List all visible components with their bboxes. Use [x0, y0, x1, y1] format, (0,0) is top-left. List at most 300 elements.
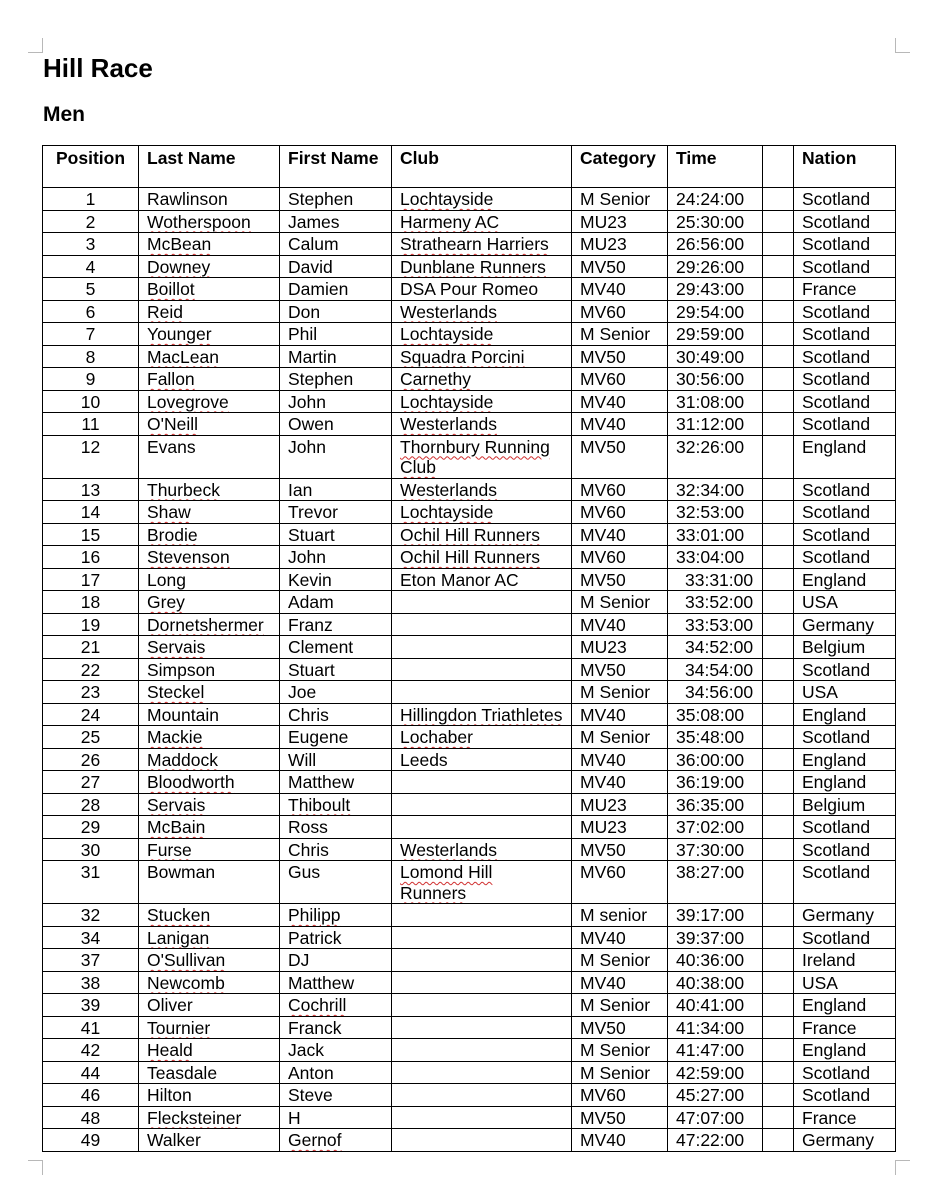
cell-nation-text: England	[802, 1040, 867, 1060]
cell-nation-text: England	[802, 772, 867, 792]
cell-first-name	[280, 546, 392, 569]
cell-category	[572, 771, 668, 794]
cell-first-name-text: Matthew	[288, 972, 355, 993]
cell-first-name-text: Eugene	[288, 727, 349, 747]
cell-last-name	[139, 949, 280, 972]
cell-time	[668, 255, 763, 278]
cell-nation	[794, 501, 896, 524]
cell-last-name-text: McBain	[147, 817, 206, 837]
cell-last-name-text: Bowman	[147, 862, 216, 882]
table-row	[43, 816, 896, 839]
cell-club-text: Lochtayside	[400, 189, 494, 209]
cell-club	[392, 971, 572, 994]
cell-last-name	[139, 345, 280, 368]
cell-first-name-text: Chris	[288, 839, 329, 860]
cell-nation-text: Scotland	[802, 211, 871, 232]
cell-last-name-text: Oliver	[147, 995, 193, 1015]
cell-nation	[794, 1084, 896, 1107]
cell-nation-text: Scotland	[802, 1085, 871, 1105]
cell-position	[43, 323, 139, 346]
cell-nation	[794, 994, 896, 1017]
cell-last-name	[139, 926, 280, 949]
cell-first-name	[280, 838, 392, 861]
table-row	[43, 233, 896, 256]
cell-blank	[763, 478, 794, 501]
cell-time-text: 47:22:00	[676, 1130, 745, 1150]
cell-first-name	[280, 568, 392, 591]
cell-category	[572, 546, 668, 569]
cell-nation-text: Scotland	[802, 301, 871, 322]
cell-club	[392, 771, 572, 794]
cell-first-name-text: Will	[288, 749, 317, 770]
cell-nation-text: England	[802, 436, 867, 457]
cell-last-name-text: Steckel	[147, 682, 205, 702]
cell-nation	[794, 703, 896, 726]
cell-time-text: 37:30:00	[676, 839, 745, 860]
cell-nation	[794, 658, 896, 681]
cell-time-text: 36:00:00	[676, 749, 745, 770]
cell-club-text: Westerlands	[400, 301, 497, 322]
cell-category	[572, 568, 668, 591]
cell-time-text: 36:19:00	[676, 772, 745, 792]
cell-time	[668, 390, 763, 413]
cell-time-text: 39:37:00	[676, 927, 745, 948]
cell-time	[668, 591, 763, 614]
cell-club-text: Lomond Hill Runners	[400, 862, 493, 903]
cell-club	[392, 568, 572, 591]
cell-last-name-text: Newcomb	[147, 972, 225, 993]
cell-nation	[794, 771, 896, 794]
table-row	[43, 726, 896, 749]
cell-last-name-text: Dornetshermer	[147, 614, 264, 635]
cell-position-text: 6	[85, 301, 96, 322]
cell-time-text: 41:34:00	[676, 1017, 745, 1038]
cell-time	[668, 210, 763, 233]
cell-position	[43, 233, 139, 256]
cell-time-text: 33:04:00	[676, 547, 745, 567]
cell-category	[572, 501, 668, 524]
cell-last-name-text: O'Sullivan	[147, 950, 226, 970]
cell-last-name	[139, 1129, 280, 1152]
cell-first-name-text: Phil	[288, 324, 318, 344]
cell-last-name	[139, 613, 280, 636]
cell-position	[43, 546, 139, 569]
cell-nation	[794, 636, 896, 659]
table-row	[43, 861, 896, 904]
cell-category	[572, 816, 668, 839]
cell-nation-text: Scotland	[802, 547, 871, 567]
cell-category-text: MV50	[580, 569, 626, 590]
cell-position	[43, 210, 139, 233]
cell-first-name	[280, 323, 392, 346]
cell-time	[668, 478, 763, 501]
cell-position-text: 46	[80, 1085, 101, 1105]
cell-category-text: MV60	[580, 369, 626, 389]
cell-last-name-text: Stucken	[147, 905, 211, 925]
cell-nation-text: Scotland	[802, 189, 871, 209]
cell-blank	[763, 861, 794, 904]
cell-first-name	[280, 926, 392, 949]
cell-position-text: 32	[80, 905, 101, 925]
cell-time	[668, 838, 763, 861]
cell-category	[572, 390, 668, 413]
cell-blank	[763, 748, 794, 771]
cell-nation	[794, 1106, 896, 1129]
cell-nation-text: England	[802, 569, 867, 590]
crop-mark-bottom-right	[895, 1160, 910, 1175]
cell-category	[572, 255, 668, 278]
cell-nation-text: USA	[802, 592, 838, 612]
cell-club	[392, 345, 572, 368]
cell-nation	[794, 971, 896, 994]
cell-club-text: Ochil Hill Runners	[400, 524, 541, 545]
cell-category	[572, 591, 668, 614]
cell-nation	[794, 435, 896, 478]
cell-category-text: M Senior	[580, 950, 651, 970]
cell-position	[43, 636, 139, 659]
cell-category-text: M Senior	[580, 727, 651, 747]
cell-first-name-text: Stephen	[288, 189, 354, 209]
cell-nation	[794, 904, 896, 927]
cell-position-text: 21	[80, 637, 101, 657]
cell-club	[392, 188, 572, 211]
cell-category-text: MV40	[580, 279, 626, 299]
cell-first-name-text: Stuart	[288, 659, 335, 680]
cell-first-name	[280, 233, 392, 256]
table-row	[43, 501, 896, 524]
cell-last-name-text: Younger	[147, 324, 212, 344]
cell-nation-text: Scotland	[802, 479, 871, 500]
cell-last-name-text: Shaw	[147, 502, 191, 522]
cell-nation	[794, 390, 896, 413]
cell-time-text: 42:59:00	[676, 1062, 745, 1083]
cell-position-text: 18	[80, 592, 101, 612]
cell-time	[668, 188, 763, 211]
cell-time	[668, 501, 763, 524]
cell-nation	[794, 949, 896, 972]
cell-last-name-text: Bloodworth	[147, 772, 235, 792]
table-row	[43, 1129, 896, 1152]
cell-time	[668, 904, 763, 927]
cell-nation-text: Scotland	[802, 727, 871, 747]
cell-category-text: MV60	[580, 862, 626, 882]
cell-last-name-text: Grey	[147, 592, 185, 612]
cell-time-text: 24:24:00	[676, 189, 745, 209]
cell-club-text: Leeds	[400, 749, 448, 770]
cell-club-text: Eton Manor AC	[400, 569, 519, 590]
cell-last-name	[139, 323, 280, 346]
cell-first-name	[280, 726, 392, 749]
cell-position-text: 8	[85, 346, 96, 367]
header-last-name: Last Name	[139, 146, 280, 188]
cell-club	[392, 413, 572, 436]
cell-first-name-text: Ian	[288, 479, 313, 500]
cell-club-text: Squadra Porcini	[400, 346, 525, 367]
cell-first-name-text: Calum	[288, 234, 339, 254]
cell-blank	[763, 278, 794, 301]
cell-blank	[763, 658, 794, 681]
cell-first-name	[280, 793, 392, 816]
cell-first-name	[280, 1016, 392, 1039]
cell-time	[668, 233, 763, 256]
cell-first-name	[280, 523, 392, 546]
cell-time-text: 29:59:00	[676, 324, 745, 344]
cell-first-name-text: Philipp	[288, 905, 341, 925]
cell-blank	[763, 994, 794, 1017]
cell-blank	[763, 1084, 794, 1107]
cell-position	[43, 748, 139, 771]
cell-time	[668, 613, 763, 636]
cell-position	[43, 1129, 139, 1152]
cell-position	[43, 658, 139, 681]
cell-blank	[763, 390, 794, 413]
cell-time-text: 34:56:00	[685, 682, 754, 702]
cell-first-name	[280, 771, 392, 794]
cell-position	[43, 926, 139, 949]
cell-last-name	[139, 1016, 280, 1039]
document-title: Hill Race	[43, 53, 153, 83]
cell-first-name	[280, 816, 392, 839]
cell-club-text: Lochtayside	[400, 324, 494, 344]
cell-time	[668, 278, 763, 301]
cell-category	[572, 904, 668, 927]
cell-last-name-text: Reid	[147, 301, 183, 322]
cell-blank	[763, 771, 794, 794]
cell-time-text: 34:54:00	[685, 659, 754, 680]
cell-last-name-text: Teasdale	[147, 1062, 218, 1083]
cell-nation	[794, 726, 896, 749]
cell-position	[43, 816, 139, 839]
cell-position-text: 23	[80, 682, 101, 702]
cell-last-name-text: Flecksteiner	[147, 1107, 242, 1128]
cell-last-name-text: Stevenson	[147, 547, 230, 567]
cell-last-name-text: Servais	[147, 637, 206, 657]
cell-club	[392, 726, 572, 749]
cell-time	[668, 323, 763, 346]
table-row	[43, 523, 896, 546]
cell-position-text: 9	[85, 369, 96, 389]
cell-category-text: MV50	[580, 839, 626, 860]
cell-category	[572, 1129, 668, 1152]
cell-last-name-text: Furse	[147, 839, 192, 860]
table-row	[43, 613, 896, 636]
cell-last-name-text: Long	[147, 569, 186, 590]
cell-category-text: M Senior	[580, 592, 651, 612]
cell-club	[392, 323, 572, 346]
cell-club	[392, 748, 572, 771]
cell-time	[668, 636, 763, 659]
cell-nation-text: Scotland	[802, 862, 871, 882]
cell-category-text: MU23	[580, 817, 627, 837]
cell-category-text: MV50	[580, 256, 626, 277]
cell-position-text: 4	[85, 256, 96, 277]
cell-category	[572, 971, 668, 994]
cell-category	[572, 210, 668, 233]
cell-last-name	[139, 210, 280, 233]
cell-time	[668, 658, 763, 681]
cell-club	[392, 681, 572, 704]
table-row	[43, 188, 896, 211]
cell-last-name	[139, 435, 280, 478]
cell-category	[572, 949, 668, 972]
table-row	[43, 546, 896, 569]
cell-nation	[794, 838, 896, 861]
cell-first-name-text: Ross	[288, 817, 328, 837]
cell-club-text: Lochaber	[400, 727, 473, 747]
cell-category	[572, 636, 668, 659]
cell-position	[43, 501, 139, 524]
cell-time-text: 33:52:00	[685, 592, 754, 612]
cell-last-name	[139, 255, 280, 278]
cell-position-text: 10	[80, 391, 101, 412]
cell-last-name-text: Mountain	[147, 704, 219, 725]
cell-category	[572, 703, 668, 726]
cell-club	[392, 816, 572, 839]
cell-first-name-text: Stephen	[288, 369, 354, 389]
cell-category	[572, 748, 668, 771]
cell-category	[572, 435, 668, 478]
cell-category-text: MV40	[580, 1130, 626, 1150]
cell-first-name-text: Franck	[288, 1017, 342, 1038]
cell-nation	[794, 188, 896, 211]
cell-category-text: MV40	[580, 614, 626, 635]
table-row	[43, 949, 896, 972]
cell-time-text: 35:48:00	[676, 727, 745, 747]
cell-category-text: M Senior	[580, 1062, 651, 1083]
cell-position-text: 17	[80, 569, 101, 590]
cell-blank	[763, 546, 794, 569]
cell-time	[668, 345, 763, 368]
cell-blank	[763, 255, 794, 278]
cell-first-name-text: H	[288, 1107, 301, 1128]
cell-first-name	[280, 1129, 392, 1152]
cell-last-name	[139, 1106, 280, 1129]
cell-first-name-text: Clement	[288, 637, 354, 657]
cell-nation-text: Scotland	[802, 659, 871, 680]
cell-position	[43, 681, 139, 704]
cell-category-text: M Senior	[580, 324, 651, 344]
cell-nation	[794, 1061, 896, 1084]
cell-club	[392, 501, 572, 524]
header-category: Category	[572, 146, 668, 188]
cell-time	[668, 368, 763, 391]
cell-last-name	[139, 838, 280, 861]
cell-club-text: Westerlands	[400, 414, 497, 434]
cell-club	[392, 949, 572, 972]
cell-first-name	[280, 861, 392, 904]
cell-position-text: 42	[80, 1040, 101, 1060]
cell-category-text: MV40	[580, 927, 626, 948]
results-table	[42, 145, 896, 1152]
cell-first-name	[280, 345, 392, 368]
table-row	[43, 1084, 896, 1107]
cell-last-name-text: Hilton	[147, 1085, 192, 1105]
cell-time-text: 39:17:00	[676, 905, 745, 925]
cell-first-name	[280, 478, 392, 501]
cell-last-name	[139, 278, 280, 301]
cell-category	[572, 300, 668, 323]
cell-last-name-text: Heald	[147, 1040, 193, 1060]
cell-club-text: Dunblane Runners	[400, 256, 546, 277]
cell-club	[392, 278, 572, 301]
cell-first-name-text: Damien	[288, 279, 349, 299]
cell-time	[668, 435, 763, 478]
cell-last-name	[139, 523, 280, 546]
cell-last-name	[139, 793, 280, 816]
table-row	[43, 368, 896, 391]
cell-first-name-text: Patrick	[288, 927, 342, 948]
cell-nation	[794, 300, 896, 323]
cell-category-text: MV40	[580, 704, 626, 725]
cell-position	[43, 591, 139, 614]
cell-time-text: 29:54:00	[676, 301, 745, 322]
cell-blank	[763, 793, 794, 816]
cell-club	[392, 478, 572, 501]
cell-first-name	[280, 971, 392, 994]
cell-last-name-text: Servais	[147, 794, 206, 815]
cell-time-text: 32:53:00	[676, 502, 745, 522]
cell-nation-text: Scotland	[802, 839, 871, 860]
cell-last-name-text: Downey	[147, 256, 211, 277]
cell-club	[392, 300, 572, 323]
cell-category	[572, 478, 668, 501]
cell-nation-text: Scotland	[802, 346, 871, 367]
table-row	[43, 1061, 896, 1084]
cell-position-text: 22	[80, 659, 101, 680]
cell-last-name-text: Lanigan	[147, 927, 210, 948]
cell-position	[43, 368, 139, 391]
cell-category	[572, 793, 668, 816]
cell-last-name-text: Lovegrove	[147, 391, 229, 412]
cell-position	[43, 568, 139, 591]
cell-position	[43, 435, 139, 478]
table-row	[43, 390, 896, 413]
cell-last-name	[139, 390, 280, 413]
cell-blank	[763, 1106, 794, 1129]
cell-category	[572, 345, 668, 368]
cell-blank	[763, 368, 794, 391]
header-time: Time	[668, 146, 763, 188]
cell-category-text: MV60	[580, 1085, 626, 1105]
cell-first-name-text: Martin	[288, 346, 337, 367]
cell-last-name	[139, 904, 280, 927]
cell-position-text: 37	[80, 950, 101, 970]
cell-category-text: MU23	[580, 637, 627, 657]
cell-first-name	[280, 1084, 392, 1107]
cell-blank	[763, 703, 794, 726]
cell-first-name-text: Chris	[288, 704, 329, 725]
cell-first-name	[280, 636, 392, 659]
cell-first-name-text: David	[288, 256, 333, 277]
cell-position	[43, 278, 139, 301]
cell-position-text: 1	[85, 189, 96, 209]
cell-club-text: Thornbury Running Club	[400, 436, 550, 477]
cell-category	[572, 323, 668, 346]
cell-last-name-text: Fallon	[147, 369, 195, 389]
cell-position-text: 12	[80, 436, 101, 457]
cell-position-text: 16	[80, 547, 101, 567]
cell-category-text: MV40	[580, 772, 626, 792]
table-row	[43, 345, 896, 368]
cell-position	[43, 838, 139, 861]
cell-category	[572, 681, 668, 704]
cell-club	[392, 546, 572, 569]
table-row	[43, 435, 896, 478]
table-row	[43, 1039, 896, 1062]
cell-first-name	[280, 390, 392, 413]
cell-last-name-text: O'Neill	[147, 414, 198, 434]
cell-first-name	[280, 435, 392, 478]
